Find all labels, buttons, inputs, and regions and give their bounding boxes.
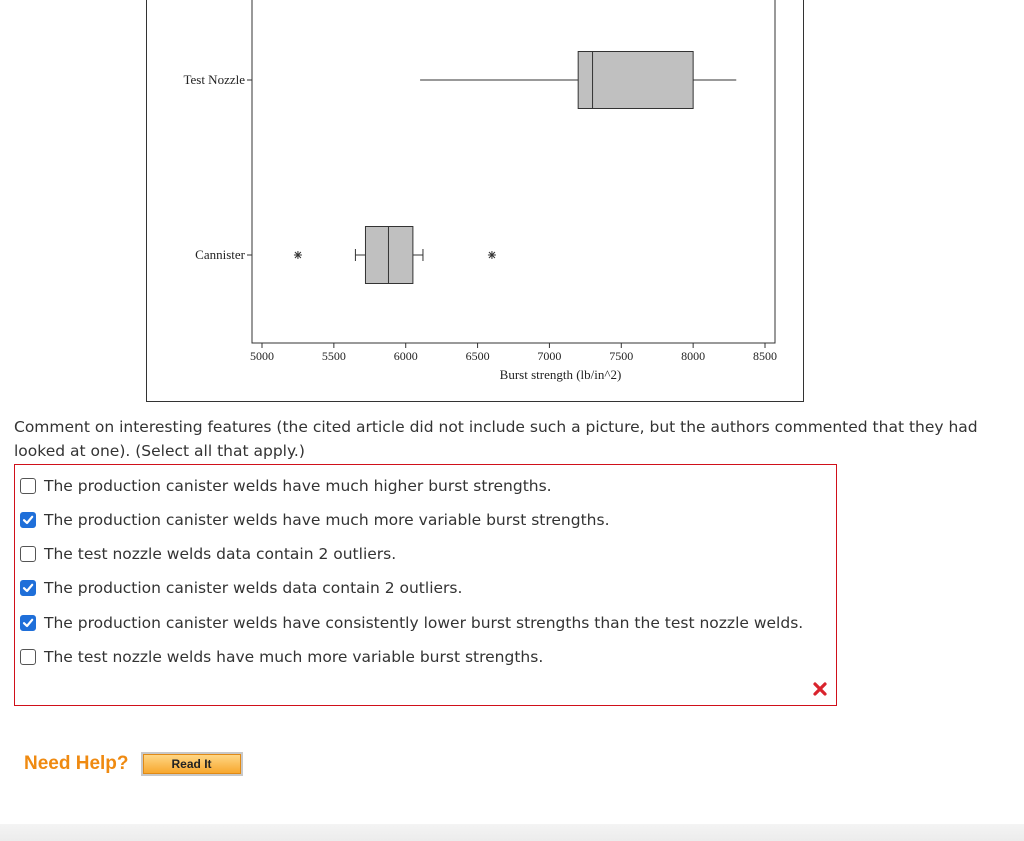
option-label: The production canister welds have consistently lower burst strengths than the test nozzle welds. xyxy=(44,614,804,632)
need-help-label: Need Help? xyxy=(24,753,129,774)
category-label: Test Nozzle xyxy=(183,72,245,87)
option-label: The production canister welds have much more variable burst strengths. xyxy=(44,511,610,529)
option-higher-burst[interactable] xyxy=(20,473,552,499)
option-consistently-lower[interactable] xyxy=(20,610,803,636)
checkmark-icon xyxy=(22,514,34,526)
box-cannister xyxy=(365,227,412,284)
x-axis-label: Burst strength (lb/in^2) xyxy=(499,367,622,382)
x-tick-label: 6000 xyxy=(393,349,418,363)
x-mark-icon xyxy=(812,681,828,697)
question-text: Comment on interesting features (the cited article did not include such a picture, but the authors commented that they had looked at one). (Select all that apply.) xyxy=(14,418,978,460)
box-test-nozzle xyxy=(578,52,693,109)
boxplot-chart xyxy=(146,0,804,402)
option-canister-outliers[interactable] xyxy=(20,575,462,601)
x-tick-label: 5000 xyxy=(250,349,274,363)
plot-frame xyxy=(252,0,775,343)
x-tick-label: 7000 xyxy=(537,349,562,363)
option-label: The production canister welds have much higher burst strengths. xyxy=(44,477,552,495)
x-tick-label: 8500 xyxy=(753,349,777,363)
option-label: The test nozzle welds data contain 2 outliers. xyxy=(44,545,397,563)
x-tick-label: 5500 xyxy=(321,349,346,363)
option-nozzle-outliers[interactable] xyxy=(20,541,396,567)
checkbox[interactable] xyxy=(20,512,36,528)
option-label: The production canister welds data contain 2 outliers. xyxy=(44,579,463,597)
checkbox[interactable] xyxy=(20,546,36,562)
option-label: The test nozzle welds have much more variable burst strengths. xyxy=(44,648,544,666)
need-help-section xyxy=(24,752,243,776)
x-tick-label: 6500 xyxy=(465,349,490,363)
footer-bar xyxy=(0,824,1024,841)
option-more-variable-canister[interactable] xyxy=(20,507,610,533)
boxplot-svg xyxy=(147,0,805,402)
checkmark-icon xyxy=(22,582,34,594)
checkbox[interactable] xyxy=(20,615,36,631)
x-tick-label: 8000 xyxy=(681,349,706,363)
outlier-point xyxy=(294,251,302,259)
read-it-button[interactable]: Read It xyxy=(141,752,243,776)
option-nozzle-more-variable[interactable] xyxy=(20,644,543,670)
answer-options-group xyxy=(14,464,837,706)
checkbox[interactable] xyxy=(20,580,36,596)
checkmark-icon xyxy=(22,617,34,629)
outlier-point xyxy=(488,251,496,259)
checkbox[interactable] xyxy=(20,478,36,494)
x-tick-label: 7500 xyxy=(609,349,634,363)
category-label: Cannister xyxy=(195,247,245,262)
checkbox[interactable] xyxy=(20,649,36,665)
